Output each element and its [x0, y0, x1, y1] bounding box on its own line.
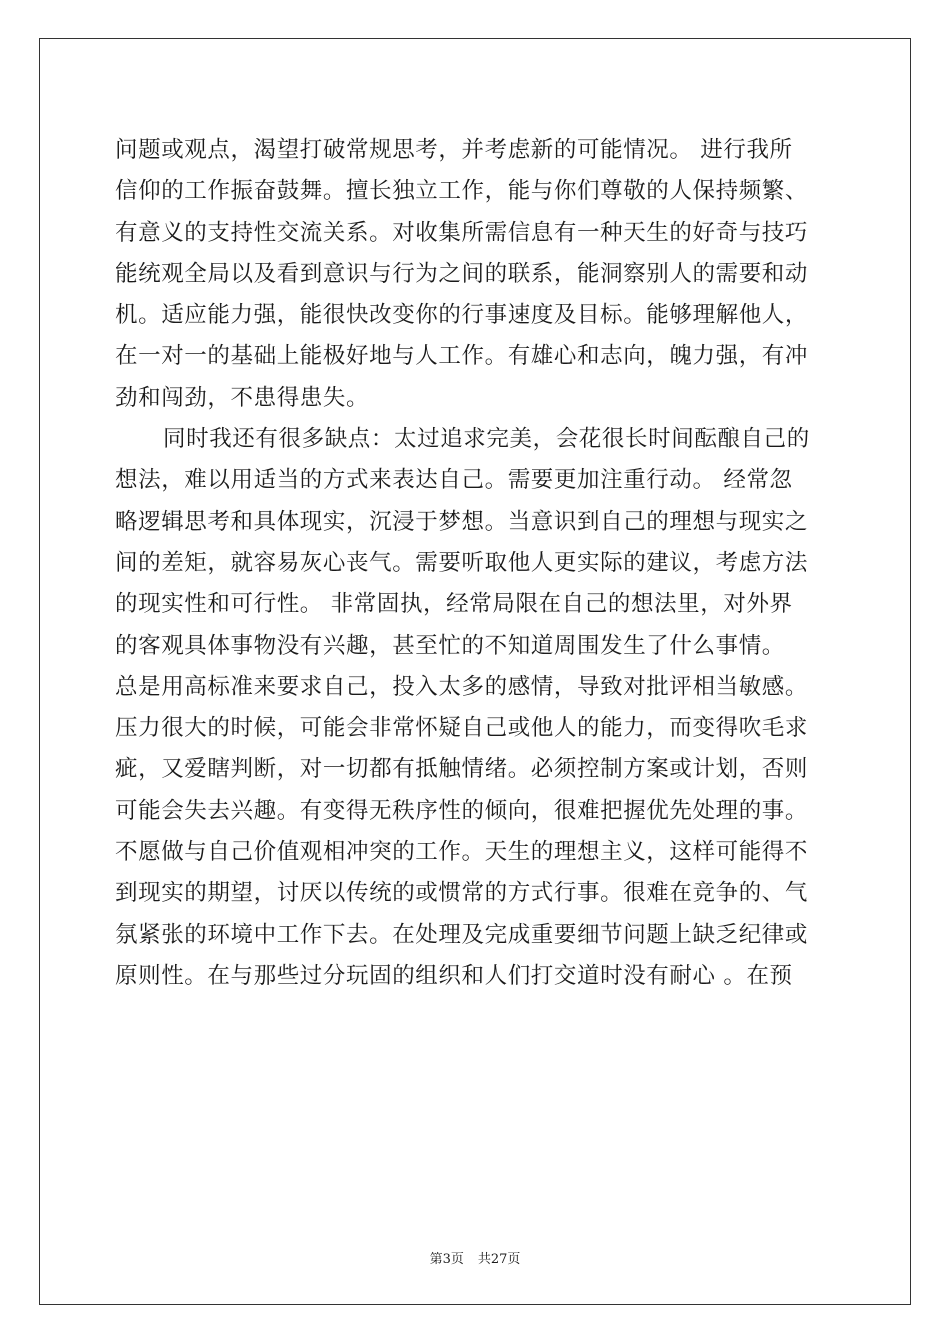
- text-line: 想法，难以用适当的方式来表达自己。需要更加注重行动。 经常忽: [115, 467, 793, 494]
- text-line: 劲和闯劲，不患得患失。: [115, 384, 370, 411]
- text-line: 不愿做与自己价值观相冲突的工作。天生的理想主义，这样可能得不: [115, 839, 809, 866]
- page-footer: [0, 1248, 950, 1267]
- document-body: [115, 130, 835, 997]
- text-line: 原则性。在与那些过分玩固的组织和人们打交道时没有耐心 。在预: [115, 962, 793, 989]
- text-line: 有意义的支持性交流关系。对收集所需信息有一种天生的好奇与技巧: [115, 219, 809, 246]
- text-line: 间的差矩，就容易灰心丧气。需要听取他人更实际的建议，考虑方法: [115, 549, 809, 576]
- text-line: 到现实的期望，讨厌以传统的或惯常的方式行事。很难在竞争的、气: [115, 880, 809, 907]
- text-line: 总是用高标准来要求自己，投入太多的感情，导致对批评相当敏感。: [115, 673, 809, 700]
- text-line: 压力很大的时候，可能会非常怀疑自己或他人的能力，而变得吹毛求: [115, 715, 809, 742]
- text-line: 问题或观点，渴望打破常规思考，并考虑新的可能情况。 进行我所: [115, 137, 793, 163]
- total-page-count: 共27页: [477, 1252, 521, 1267]
- text-line: 的现实性和可行性。 非常固执，经常局限在自己的想法里，对外界: [115, 591, 793, 618]
- paragraph-start-line: 同时我还有很多缺点：太过追求完美，会花很长时间酝酿自己的: [163, 426, 810, 453]
- text-line: 略逻辑思考和具体现实，沉浸于梦想。当意识到自己的理想与现实之: [115, 508, 809, 535]
- text-line: 机。适应能力强，能很快改变你的行事速度及目标。能够理解他人，: [115, 302, 809, 329]
- text-line: 疵，又爱瞎判断，对一切都有抵触情绪。必须控制方案或计划，否则: [115, 756, 809, 783]
- text-line: 能统观全局以及看到意识与行为之间的联系，能洞察别人的需要和动: [115, 260, 809, 287]
- text-line: 可能会失去兴趣。有变得无秩序性的倾向，很难把握优先处理的事。: [115, 797, 809, 824]
- current-page-number: 第3页: [429, 1252, 464, 1267]
- text-line: 氛紧张的环境中工作下去。在处理及完成重要细节问题上缺乏纪律或: [115, 921, 809, 948]
- text-line: 在一对一的基础上能极好地与人工作。有雄心和志向，魄力强，有冲: [115, 343, 809, 370]
- text-line: 的客观具体事物没有兴趣，甚至忙的不知道周围发生了什么事情。: [115, 632, 785, 659]
- text-line: 信仰的工作振奋鼓舞。擅长独立工作，能与你们尊敬的人保持频繁、: [115, 178, 809, 205]
